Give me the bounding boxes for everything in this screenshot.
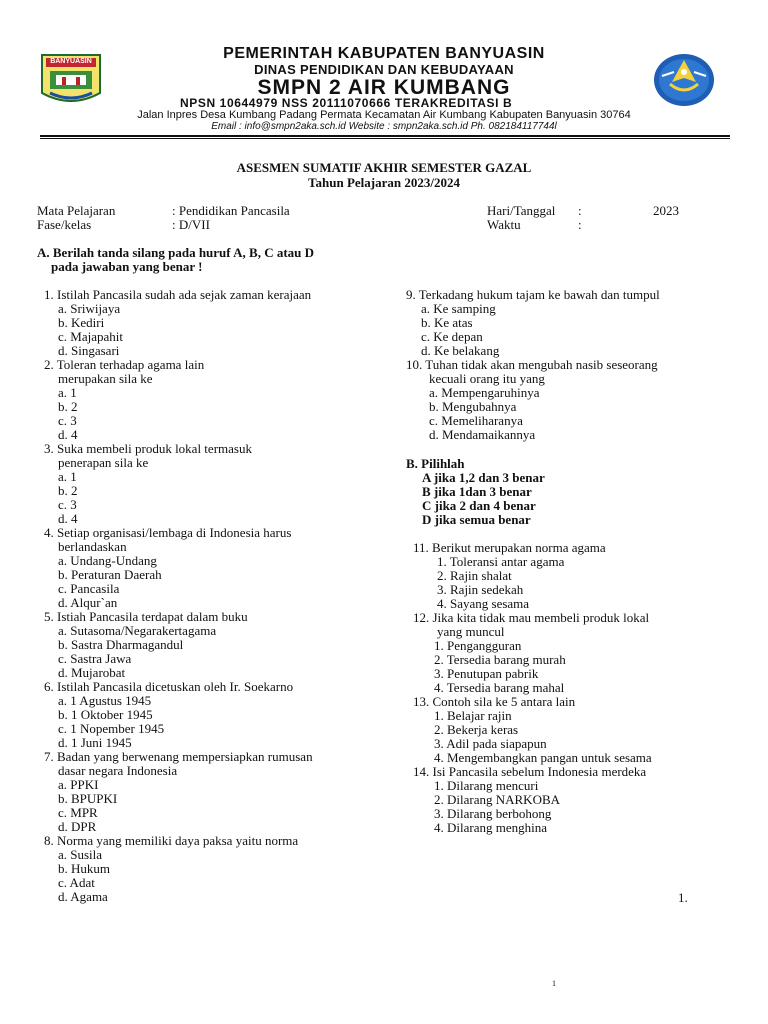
option: 4. Dilarang menghina xyxy=(434,820,547,835)
exam-title: ASESMEN SUMATIF AKHIR SEMESTER GAZAL xyxy=(236,160,532,175)
option: d. 4 xyxy=(58,427,78,442)
option: 2. Dilarang NARKOBA xyxy=(434,792,561,807)
question: 11. Berikut merupakan norma agama xyxy=(413,540,606,555)
stray-number: 1. xyxy=(678,890,688,905)
option: a. Ke samping xyxy=(421,301,496,316)
logo-text: BANYUASIN xyxy=(50,58,92,65)
option: d. Alqur`an xyxy=(58,595,118,610)
option: c. Majapahit xyxy=(58,329,123,344)
question-cont: penerapan sila ke xyxy=(58,455,149,470)
option: b. 1 Oktober 1945 xyxy=(58,707,153,722)
option: 2. Bekerja keras xyxy=(434,722,519,737)
option: d. Singasari xyxy=(58,343,120,358)
question: 14. Isi Pancasila sebelum Indonesia merdeka xyxy=(413,764,647,779)
class-label: Fase/kelas xyxy=(37,217,92,232)
option: b. Sastra Dharmagandul xyxy=(58,637,184,652)
question: 12. Jika kita tidak mau membeli produk lokal xyxy=(413,610,650,625)
section-b-rule: D jika semua benar xyxy=(422,512,531,527)
section-a-instruction: A. Berilah tanda silang pada huruf A, B, C atau D xyxy=(37,245,315,260)
option: a. Sutasoma/Negarakertagama xyxy=(58,623,217,638)
time-colon: : xyxy=(578,217,582,232)
option: b. 2 xyxy=(58,483,78,498)
option: d. Mendamaikannya xyxy=(429,427,536,442)
option: 4. Sayang sesama xyxy=(437,596,530,611)
section-b-title: B. Pilihlah xyxy=(406,456,465,471)
option: c. Adat xyxy=(58,875,95,890)
option: 3. Penutupan pabrik xyxy=(434,666,539,681)
subject-value: : Pendidikan Pancasila xyxy=(172,203,290,218)
exam-year: Tahun Pelajaran 2023/2024 xyxy=(308,175,460,190)
option: a. PPKI xyxy=(58,777,99,792)
option: c. 3 xyxy=(58,497,77,512)
option: 3. Rajin sedekah xyxy=(437,582,524,597)
option: d. Ke belakang xyxy=(421,343,500,358)
letterhead-government: PEMERINTAH KABUPATEN BANYUASIN xyxy=(223,45,545,62)
section-a-instruction-cont: pada jawaban yang benar ! xyxy=(51,259,203,274)
option: 1. Pengangguran xyxy=(434,638,522,653)
option: c. Ke depan xyxy=(421,329,483,344)
option: b. Ke atas xyxy=(421,315,473,330)
page-number: 1 xyxy=(552,979,556,988)
option: b. BPUPKI xyxy=(58,791,118,806)
option: d. DPR xyxy=(58,819,97,834)
option: a. Susila xyxy=(58,847,103,862)
question: 1. Istilah Pancasila sudah ada sejak zaman kerajaan xyxy=(44,287,312,302)
question-cont: merupakan sila ke xyxy=(58,371,153,386)
option: b. 2 xyxy=(58,399,78,414)
question: 10. Tuhan tidak akan mengubah nasib seseorang xyxy=(406,357,658,372)
option: 3. Adil pada siapapun xyxy=(434,736,547,751)
option: c. Pancasila xyxy=(58,581,120,596)
letterhead-divider-thin xyxy=(40,138,730,139)
subject-label: Mata Pelajaran xyxy=(37,203,116,218)
question: 5. Istiah Pancasila terdapat dalam buku xyxy=(44,609,248,624)
letterhead-department: DINAS PENDIDIKAN DAN KEBUDAYAAN xyxy=(254,62,514,77)
option: 4. Tersedia barang mahal xyxy=(434,680,565,695)
date-label: Hari/Tanggal xyxy=(487,203,556,218)
question: 4. Setiap organisasi/lembaga di Indonesia harus xyxy=(44,525,292,540)
option: a. Sriwijaya xyxy=(58,301,121,316)
question: 7. Badan yang berwenang mempersiapkan rumusan xyxy=(44,749,313,764)
option: b. Peraturan Daerah xyxy=(58,567,162,582)
letterhead-address: Jalan Inpres Desa Kumbang Padang Permata Kecamatan Air Kumbang Kabupaten Banyuasin 30764 xyxy=(137,109,631,121)
option: d. Mujarobat xyxy=(58,665,126,680)
option: c. MPR xyxy=(58,805,98,820)
section-b-rule: A jika 1,2 dan 3 benar xyxy=(422,470,545,485)
date-colon: : xyxy=(578,203,582,218)
date-value: 2023 xyxy=(653,203,679,218)
question-cont: kecuali orang itu yang xyxy=(429,371,545,386)
section-b-rule: C jika 2 dan 4 benar xyxy=(422,498,536,513)
option: c. 3 xyxy=(58,413,77,428)
option: 1. Belajar rajin xyxy=(434,708,512,723)
question-cont: yang muncul xyxy=(437,624,505,639)
option: c. Memeliharanya xyxy=(429,413,523,428)
option: 2. Tersedia barang murah xyxy=(434,652,566,667)
question: 8. Norma yang memiliki daya paksa yaitu norma xyxy=(44,833,299,848)
class-value: : D/VII xyxy=(172,217,210,232)
section-b-rule: B jika 1dan 3 benar xyxy=(422,484,532,499)
option: 3. Dilarang berbohong xyxy=(434,806,552,821)
option: c. 1 Nopember 1945 xyxy=(58,721,165,736)
time-label: Waktu xyxy=(487,217,521,232)
letterhead-school-name: SMPN 2 AIR KUMBANG xyxy=(257,76,511,99)
option: a. Mempengaruhinya xyxy=(429,385,540,400)
question: 6. Istilah Pancasila dicetuskan oleh Ir. Soekarno xyxy=(44,679,294,694)
option: a. 1 xyxy=(58,469,77,484)
question: 3. Suka membeli produk lokal termasuk xyxy=(44,441,252,456)
option: b. Mengubahnya xyxy=(429,399,517,414)
option: b. Hukum xyxy=(58,861,110,876)
option: d. Agama xyxy=(58,889,108,904)
question: 9. Terkadang hukum tajam ke bawah dan tumpul xyxy=(406,287,660,302)
option: d. 4 xyxy=(58,511,78,526)
question: 2. Toleran terhadap agama lain xyxy=(44,357,205,372)
option: a. 1 xyxy=(58,385,77,400)
option: 1. Dilarang mencuri xyxy=(434,778,539,793)
option: c. Sastra Jawa xyxy=(58,651,132,666)
question-cont: berlandaskan xyxy=(58,539,127,554)
question-cont: dasar negara Indonesia xyxy=(58,763,178,778)
option: d. 1 Juni 1945 xyxy=(58,735,132,750)
letterhead-divider-thick xyxy=(40,135,730,137)
question: 13. Contoh sila ke 5 antara lain xyxy=(413,694,576,709)
letterhead-contact: Email : info@smpn2aka.sch.id Website : smpn2aka.sch.id Ph. 082184117744l xyxy=(211,121,557,132)
option: a. Undang-Undang xyxy=(58,553,157,568)
option: 4. Mengembangkan pangan untuk sesama xyxy=(434,750,652,765)
option: b. Kediri xyxy=(58,315,105,330)
option: 2. Rajin shalat xyxy=(437,568,512,583)
option: 1. Toleransi antar agama xyxy=(437,554,565,569)
letterhead-codes: NPSN 10644979 NSS 20111070666 TERAKREDITASI B xyxy=(180,96,513,110)
option: a. 1 Agustus 1945 xyxy=(58,693,152,708)
